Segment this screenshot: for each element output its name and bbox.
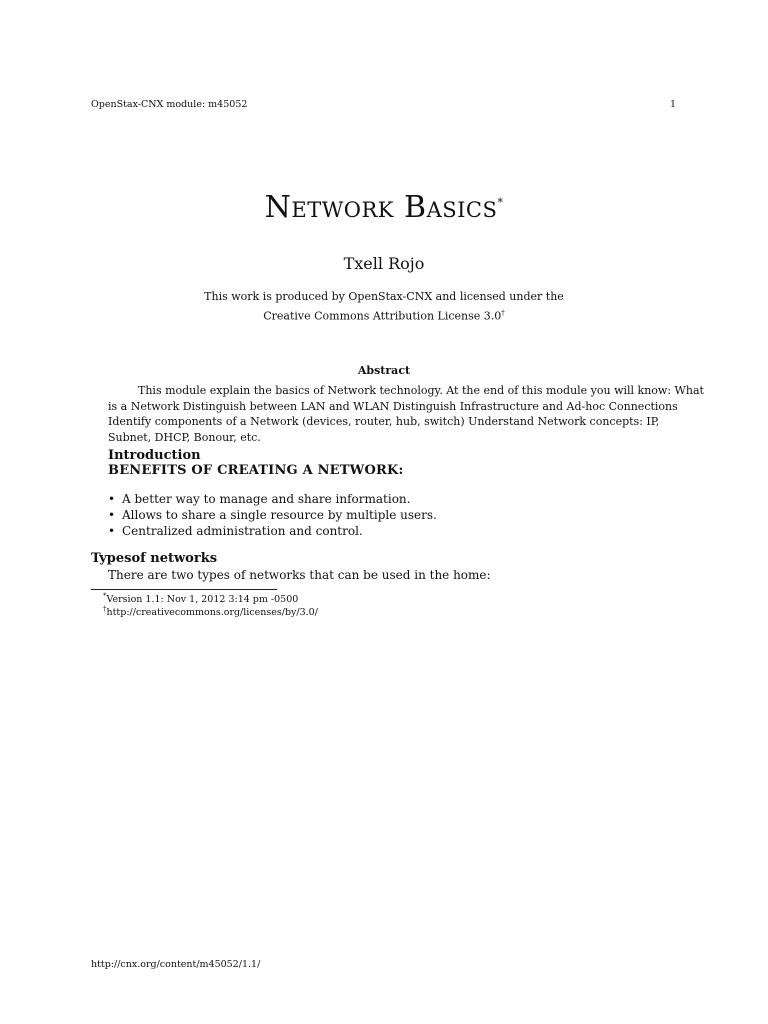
footnote-divider — [91, 589, 277, 590]
list-item — [108, 523, 437, 539]
list-item-text: A better way to manage and share information. — [122, 492, 411, 506]
benefits-heading: BENEFITS OF CREATING A NETWORK: — [108, 463, 404, 478]
footnote-mark: * — [103, 592, 107, 600]
footnote-mark: † — [103, 605, 107, 613]
list-item-text: Allows to share a single resource by multiple users. — [122, 508, 437, 522]
benefits-list — [108, 491, 437, 539]
author-name: Txell Rojo — [343, 254, 425, 273]
footnote-license-url[interactable] — [103, 605, 318, 618]
license-line-1: This work is produced by OpenStax-CNX and licensed under the — [204, 290, 564, 303]
footer-url[interactable]: http://cnx.org/content/m45052/1.1/ — [91, 959, 261, 970]
title-text: Network Basics — [264, 190, 498, 225]
footnote-link[interactable]: http://creativecommons.org/licenses/by/3.0/ — [106, 607, 318, 619]
title-footnote-mark: * — [497, 196, 504, 209]
list-item-text: Centralized administration and control. — [122, 524, 363, 538]
types-of-networks-heading: Typesof networks — [91, 551, 218, 566]
header-module-id: OpenStax-CNX module: m45052 — [91, 99, 248, 110]
abstract-line: Subnet, DHCP, Bonour, etc. — [108, 430, 261, 444]
list-item — [108, 491, 437, 507]
introduction-heading: Introduction — [108, 448, 201, 463]
footnote-text: Version 1.1: Nov 1, 2012 3:14 pm -0500 — [106, 594, 299, 606]
bullet-icon: • — [108, 492, 116, 506]
list-item — [108, 507, 437, 523]
license-statement — [0, 289, 768, 325]
abstract-line: This module explain the basics of Network technology. At the end of this module you will know: What — [138, 384, 704, 397]
types-of-networks-text: There are two types of networks that can be used in the home: — [108, 568, 491, 582]
license-footnote-mark: † — [501, 309, 505, 317]
abstract-heading: Abstract — [357, 364, 411, 377]
license-name: Creative Commons Attribution License 3.0 — [263, 309, 502, 323]
footnote-version — [103, 592, 298, 605]
abstract-line: is a Network Distinguish between LAN and WLAN Distinguish Infrastructure and Ad-hoc Connections — [108, 399, 678, 413]
abstract-body — [108, 383, 704, 445]
bullet-icon: • — [108, 508, 116, 522]
document-title — [0, 190, 768, 225]
bullet-icon: • — [108, 524, 116, 538]
license-line-2 — [0, 305, 768, 325]
page-number: 1 — [669, 99, 676, 110]
abstract-line: Identify components of a Network (devices, router, hub, switch) Understand Network concepts: IP, — [108, 415, 660, 428]
